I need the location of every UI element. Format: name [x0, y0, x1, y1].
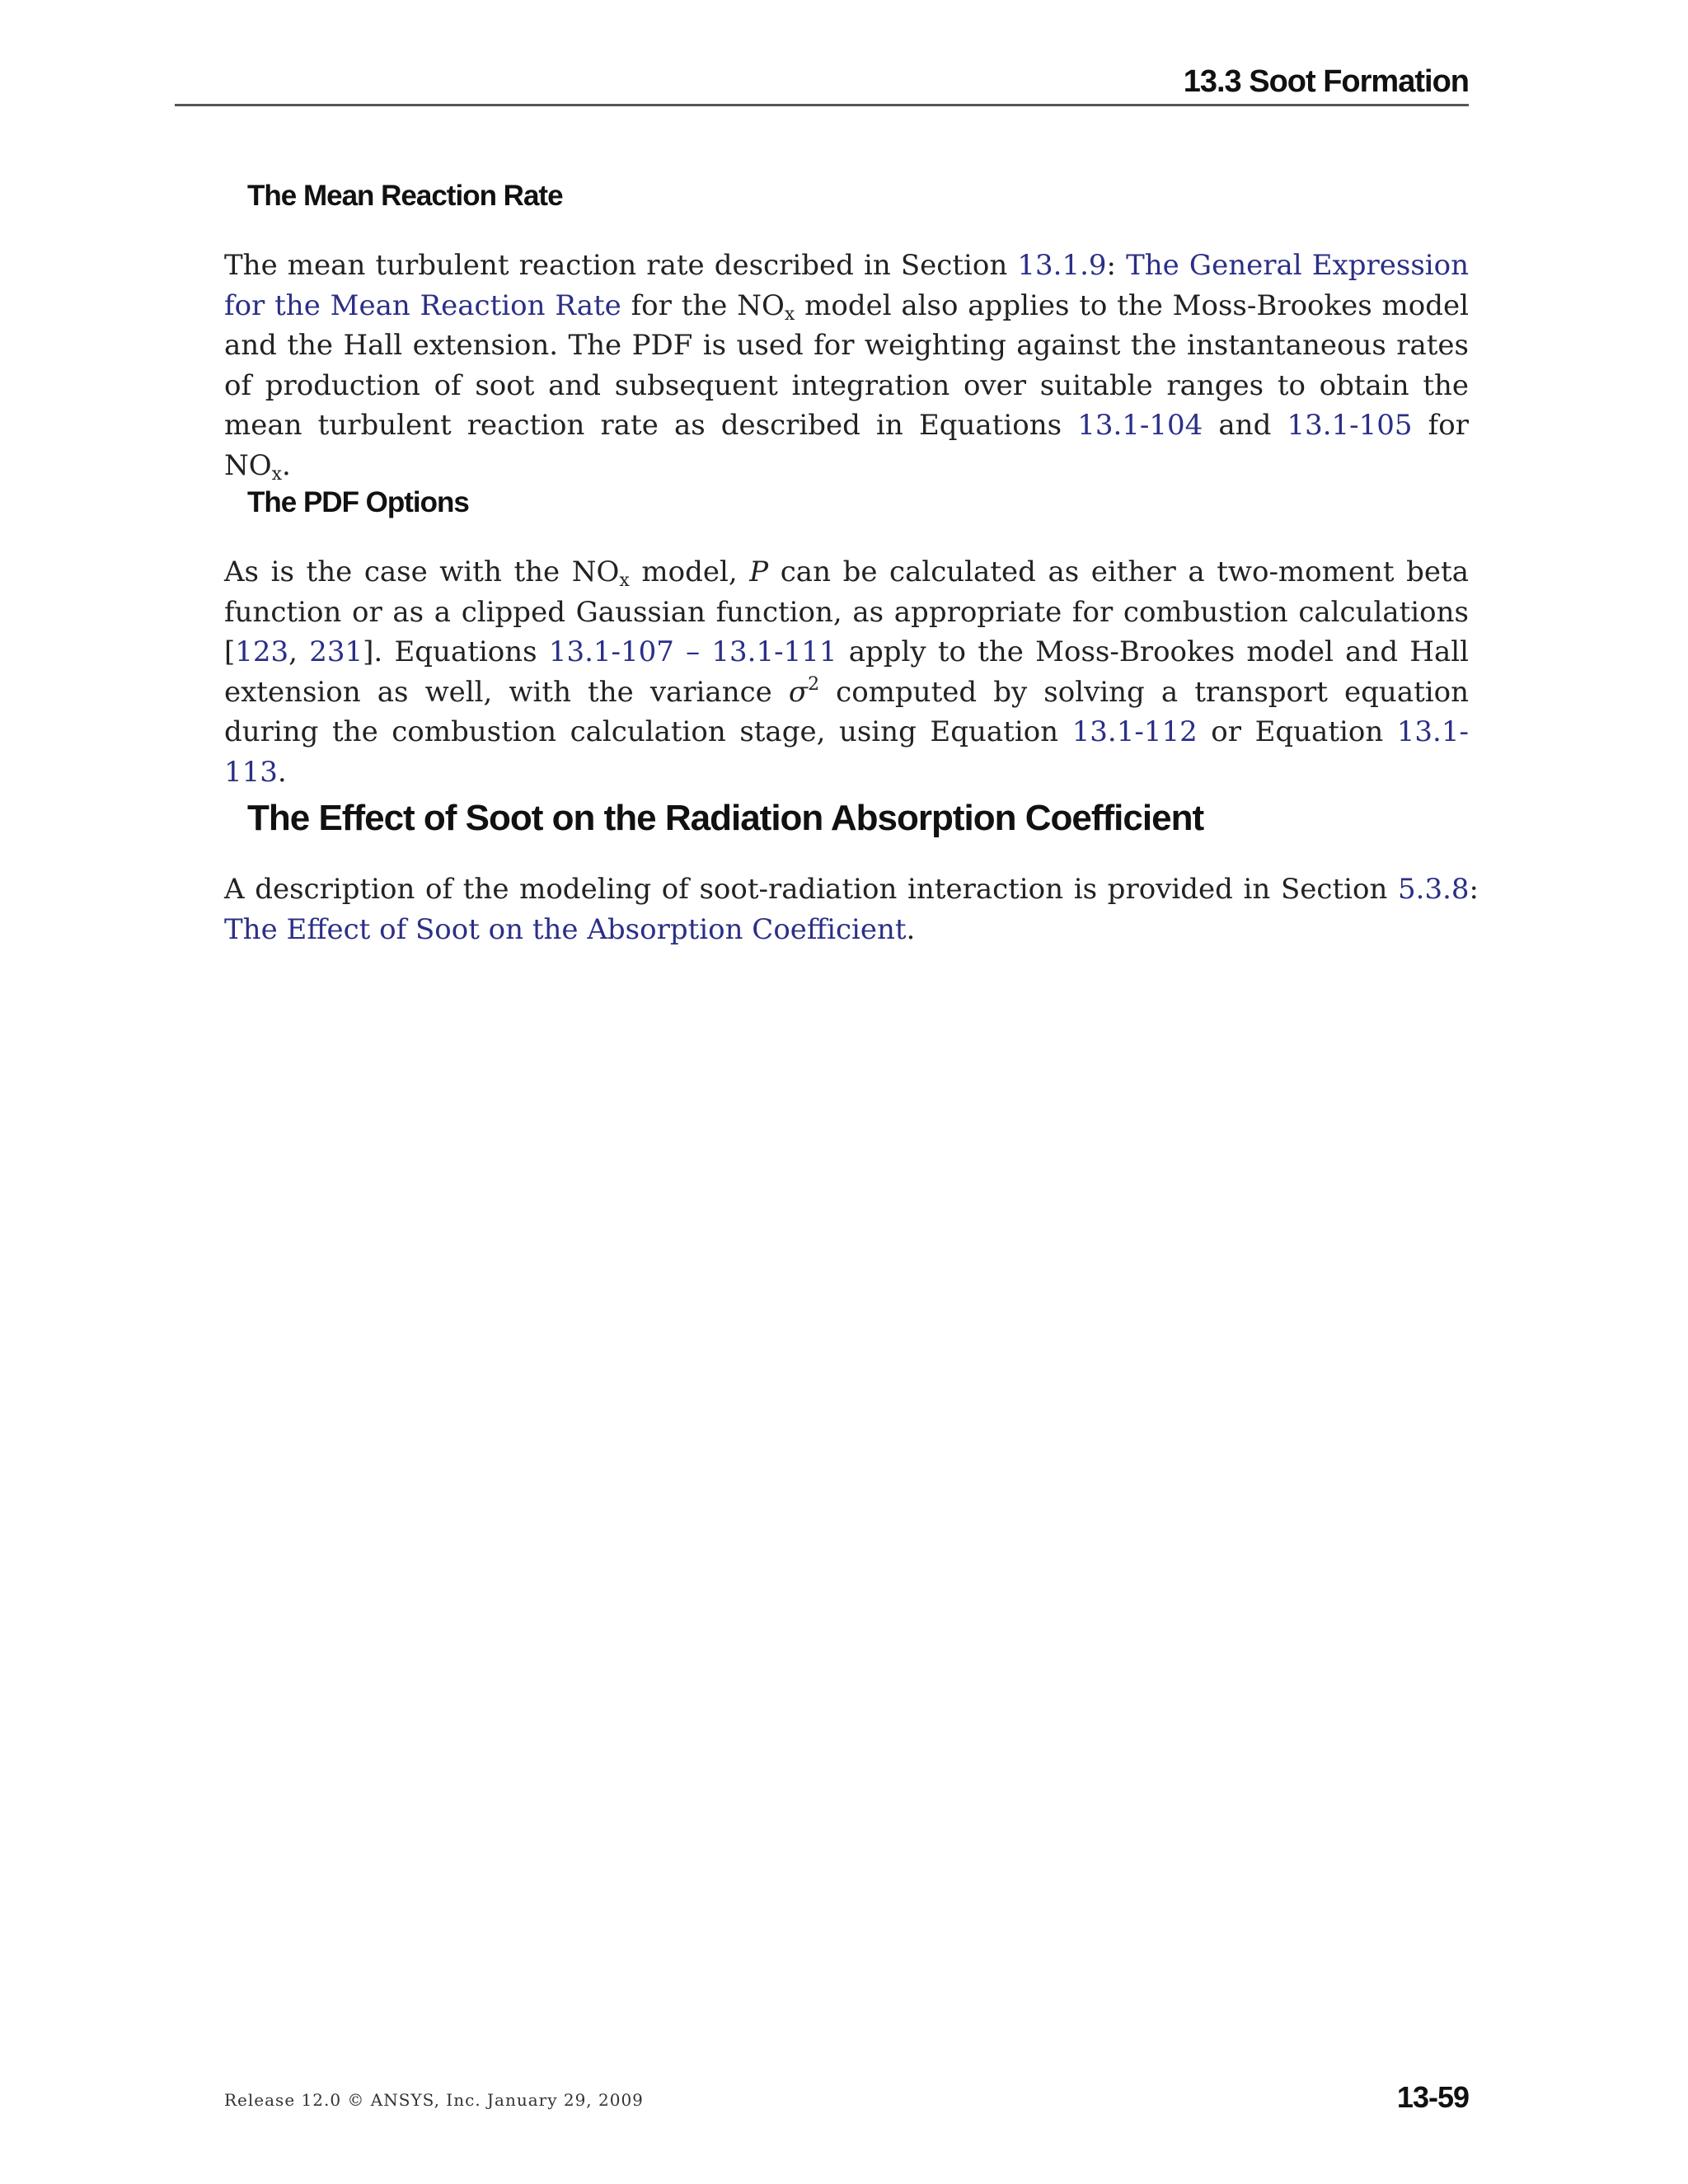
link-equation-13-1-105[interactable]: 13.1-105 [1287, 409, 1413, 442]
text: model also applies to the Moss-Brookes model and the Hall extension. The PDF is used for weighting against the instantaneous rates of production of soot and subsequent integration over suitable ranges to obtain the mean turbulent reaction rate as described in Equations [224, 288, 1469, 442]
link-citation-231[interactable]: 231 [309, 635, 363, 668]
text: A description of the modeling of soot-radiation interaction is provided in Section [224, 873, 1399, 906]
text: for NO [224, 409, 1469, 482]
text: : [1106, 249, 1127, 282]
link-section-13-1-9[interactable]: 13.1.9 [1017, 249, 1107, 282]
footer-release-info: Release 12.0 © ANSYS, Inc. January 29, 2009 [224, 2090, 644, 2110]
link-citation-123[interactable]: 123 [235, 635, 289, 668]
link-equation-13-1-112[interactable]: 13.1-112 [1071, 715, 1198, 748]
variable-sigma: σ [788, 675, 809, 709]
text: , [288, 635, 310, 668]
link-equation-13-1-111[interactable]: 13.1-111 [711, 635, 837, 668]
link-equation-13-1-104[interactable]: 13.1-104 [1077, 409, 1203, 442]
heading-mean-reaction-rate: The Mean Reaction Rate [247, 180, 563, 212]
running-header-title: 13.3 Soot Formation [1183, 64, 1469, 99]
paragraph-pdf-options [224, 552, 1469, 792]
link-general-expression-title[interactable]: The General Expression for the Mean Reaction Rate [224, 249, 1470, 322]
link-section-5-3-8[interactable]: 5.3.8 [1398, 873, 1470, 906]
text: can be calculated as either a two-moment beta function or as a clipped Gaussian function, as appropriate for combustion calculations [ [224, 555, 1469, 668]
equation-range-dash: – [673, 635, 712, 668]
text: or Equation [1197, 715, 1397, 748]
subscript-x: x [619, 570, 630, 591]
subscript-x: x [271, 463, 283, 485]
text: and [1203, 409, 1287, 442]
text: : [1469, 873, 1479, 906]
paragraph-mean-reaction-rate [224, 246, 1469, 485]
text: The mean turbulent reaction rate described in Section [224, 249, 1018, 282]
paragraph-radiation-absorption [224, 869, 1479, 949]
text: . [282, 448, 291, 482]
text: . [277, 755, 287, 789]
variable-p: P [749, 555, 769, 588]
text: As is the case with the NO [224, 555, 620, 588]
link-equation-13-1-113[interactable]: 13.1-113 [224, 715, 1469, 789]
link-absorption-coefficient-title[interactable]: The Effect of Soot on the Absorption Coefficient [224, 912, 907, 946]
text: computed by solving a transport equation during the combustion calculation stage, using Equation [224, 675, 1469, 748]
text: ]. Equations [363, 635, 549, 668]
heading-radiation-absorption: The Effect of Soot on the Radiation Absorption Coefficient [247, 798, 1204, 838]
running-header [175, 58, 1469, 106]
subscript-x: x [784, 303, 795, 325]
text: model, [629, 555, 750, 588]
footer-page-number: 13-59 [1396, 2080, 1469, 2114]
text: . [906, 912, 916, 946]
superscript-2: 2 [808, 673, 820, 695]
text: for the NO [621, 288, 785, 322]
heading-pdf-options: The PDF Options [247, 486, 469, 518]
text: apply to the Moss-Brookes model and Hall extension as well, with the variance [224, 635, 1469, 709]
link-equation-13-1-107[interactable]: 13.1-107 [548, 635, 674, 668]
